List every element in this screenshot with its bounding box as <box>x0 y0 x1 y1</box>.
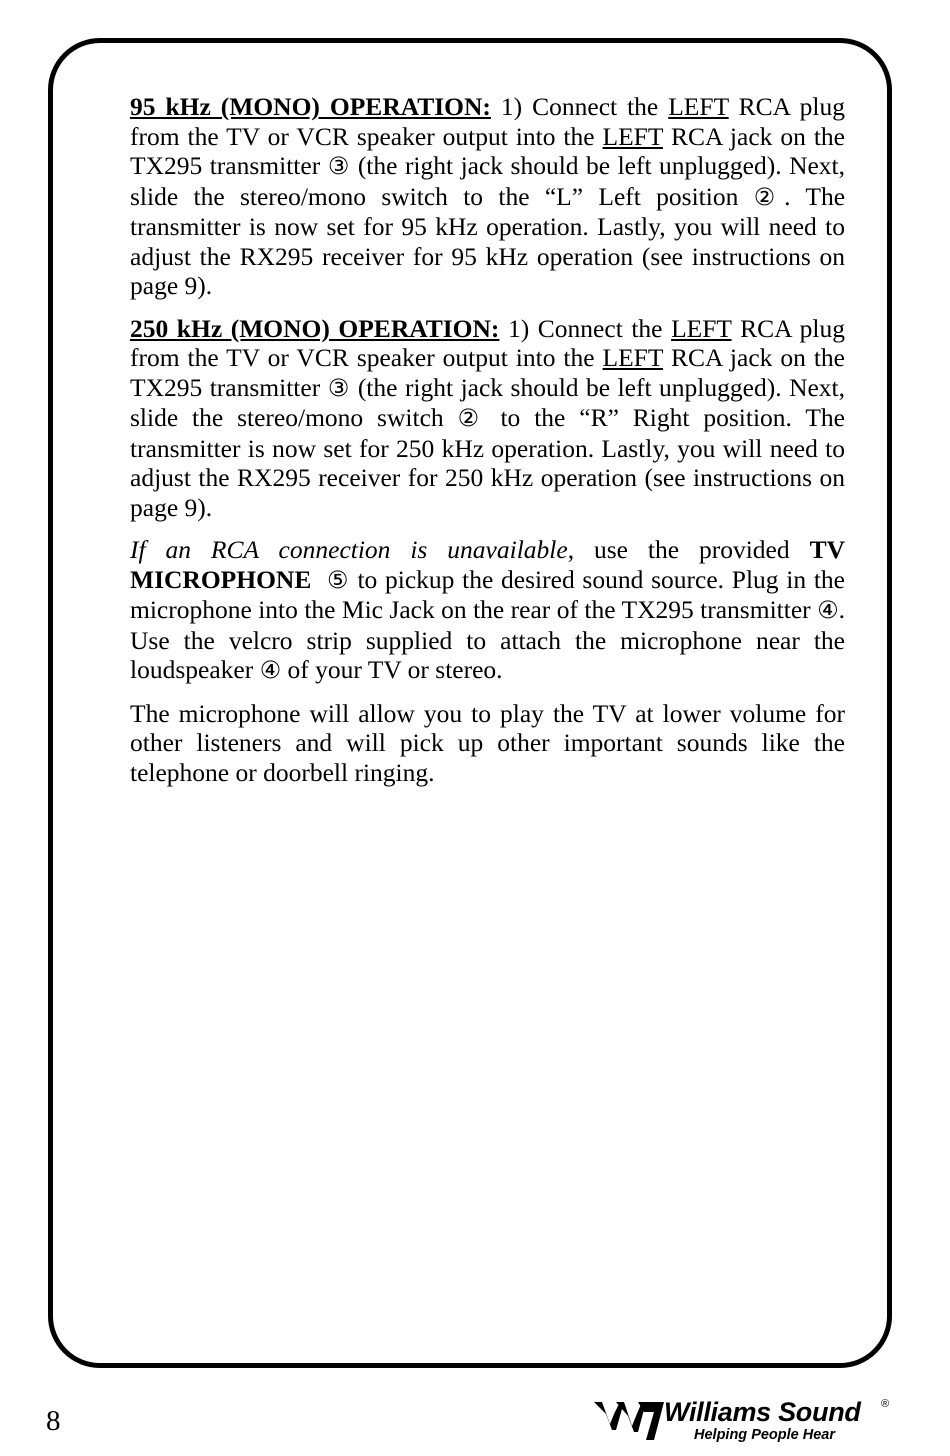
text-run: (the right jack should be left unplugged). Next, slide the stereo/mono switch to the “L” Left position <box>130 151 846 211</box>
text-run: to pickup the desired sound source. Plug in the microphone into the Mic Jack on the rear of the TX295 transmitter <box>130 564 846 624</box>
brand-name: Williams Sound <box>664 1397 861 1427</box>
circled-3-callout: ③ <box>327 152 351 180</box>
text-run: (the right jack should be left unplugged). Next, slide the stereo/mono switch <box>130 372 846 432</box>
text-run: RCA jack on the TX295 transmitter <box>130 343 845 402</box>
heading-95khz: 95 kHz (MONO) OPERATION: <box>130 92 491 121</box>
italic-lead: If an RCA connection is unavailable <box>130 535 568 564</box>
page-content <box>130 92 845 800</box>
registered-mark: ® <box>881 1398 890 1410</box>
heading-250khz: 250 kHz (MONO) OPERATION: <box>130 313 500 343</box>
page-number: 8 <box>46 1405 61 1437</box>
paragraph-microphone <box>130 535 845 686</box>
text-run: , use the provided <box>567 535 810 564</box>
text-run: to the “R” Right position. The transmitter is now set for 250 kHz operation. Lastly, you will need to adjust the RX295 receiver for 250 kHz operation (see instructions on page 9). <box>130 403 846 522</box>
ws-logo-mark-icon <box>594 1400 664 1444</box>
paragraph-note: The microphone will allow you to play the TV at lower volume for other listeners and will pick up other important sounds like the telephone or doorbell ringing. <box>130 698 845 787</box>
circled-5-callout: ⑤ <box>326 565 350 594</box>
text-run: RCA jack on the TX295 transmitter <box>130 121 845 180</box>
circled-2-callout: ② <box>753 182 785 211</box>
text-run: RCA plug from the TV or VCR speaker output into the <box>130 313 845 372</box>
circled-4-callout: ④ <box>259 656 282 684</box>
williams-sound-logo <box>594 1397 904 1448</box>
text-run: of your TV or stereo. <box>281 655 503 684</box>
circled-2-callout: ② <box>457 404 487 432</box>
circled-3-callout: ③ <box>327 373 351 402</box>
brand-tagline: Helping People Hear <box>694 1427 836 1443</box>
text-run: 1) Connect the <box>508 313 672 343</box>
circled-4-callout: ④ <box>817 596 839 624</box>
text-run: . The transmitter is now set for 95 kHz operation. Lastly, you will need to adjust the RX295 receiver for 95 kHz operation (see instructions on page 9). <box>130 181 846 300</box>
underlined-left: LEFT <box>671 313 732 343</box>
text-run: RCA plug from the TV or VCR speaker output into the <box>130 92 845 151</box>
text-run: . Use the velcro strip supplied to attach the microphone near the loudspeaker <box>130 595 846 684</box>
paragraph-95khz <box>130 92 845 301</box>
text-run: 1) Connect the <box>500 92 669 121</box>
paragraph-250khz <box>130 314 845 523</box>
underlined-left: LEFT <box>602 343 663 372</box>
tv-microphone-term: TV MICROPHONE <box>130 535 845 594</box>
underlined-left: LEFT <box>668 92 729 121</box>
underlined-left: LEFT <box>602 121 663 151</box>
